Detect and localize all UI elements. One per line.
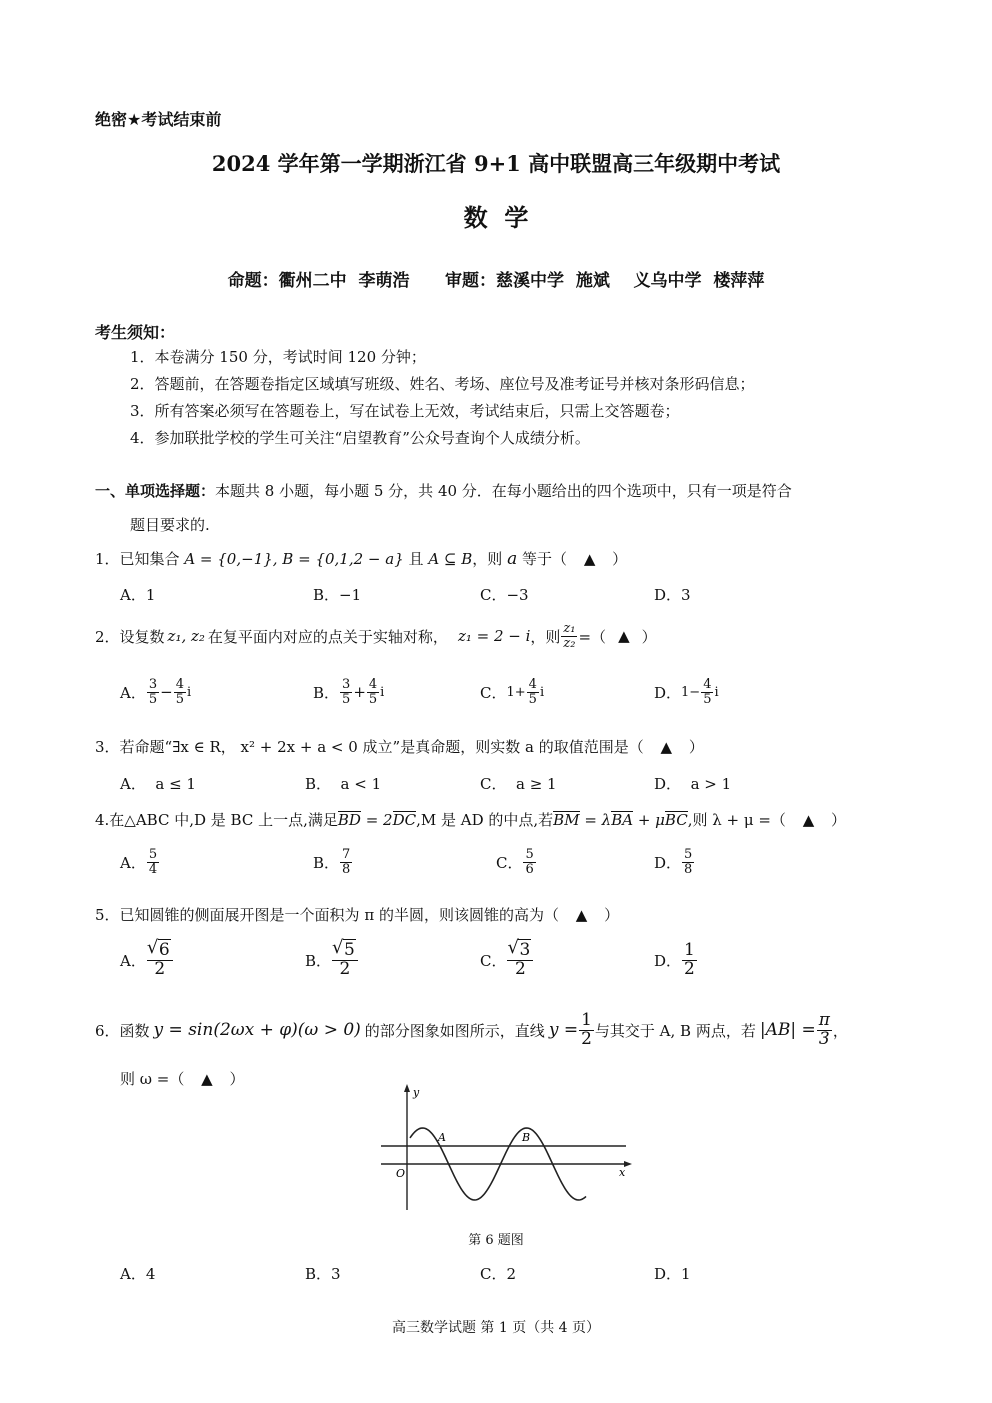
- q6-option-a[interactable]: A．4: [120, 1265, 156, 1283]
- question-6: 6．函数 y = sin(2ωx + φ)(ω > 0) 的部分图象如图所示，直线 y = $\frac{1}{2}$ 与其交于 A, B 两点，若 |AB| = $\frac{\pi}{3}$ ，: [95, 1010, 848, 1049]
- answer-triangle-icon: ▲: [802, 811, 815, 829]
- q6-option-c[interactable]: C．2: [480, 1265, 517, 1283]
- section-heading: 一、单项选择题：本题共 8 小题，每小题 5 分，共 40 分．在每小题给出的四个选项中，只有一项是符合: [95, 482, 792, 500]
- page-footer: 高三数学试题 第 1 页（共 4 页）: [391, 1320, 601, 1336]
- notice-heading: 考生须知：: [95, 323, 176, 342]
- q1-option-a[interactable]: A．1: [120, 586, 156, 604]
- q1-option-d[interactable]: D．3: [654, 586, 691, 604]
- point-a-label: A: [438, 1131, 446, 1144]
- q3-option-b[interactable]: B． a < 1: [305, 775, 382, 793]
- q4-option-c[interactable]: C． $\frac{5}{6}$: [496, 847, 534, 877]
- origin-label: O: [396, 1167, 406, 1180]
- q2-option-a[interactable]: A． $\frac{3}{5}$ − $\frac{4}{5}$ i: [120, 677, 192, 707]
- question-4: 4.在△ABC 中,D 是 BC 上一点,满足BD = 2DC,M 是 AD 的中点,若BM = λBA + μBC,则 λ + μ =（ ▲ ）: [95, 811, 847, 829]
- section-desc: 题目要求的.: [130, 516, 210, 534]
- confidential-mark: 绝密★考试结束前: [95, 110, 222, 129]
- answer-triangle-icon: ▲: [201, 1070, 213, 1088]
- notice-item: 2．答题前，在答题卷指定区域填写班级、姓名、考场、座位号及准考证号并核对条形码信息；: [130, 375, 755, 393]
- exam-title: 2024 学年第一学期浙江省 9+1 高中联盟高三年级期中考试: [211, 151, 781, 176]
- answer-triangle-icon: ▲: [575, 906, 588, 924]
- question-1: 1．已知集合 A = {0,−1}, B = {0,1,2 − a} 且 A ⊆ B，则 a 等于（ ▲ ）: [95, 549, 628, 569]
- point-b-label: B: [522, 1131, 531, 1144]
- q5-option-b[interactable]: B． √ $\frac{5}{2}$: [305, 942, 359, 979]
- notice-item: 1．本卷满分 150 分，考试时间 120 分钟；: [130, 348, 426, 366]
- question-2: 2．设复数 z₁, z₂ 在复平面内对应的点关于实轴对称， z₁ = 2 − i ，则 $\frac{\text{z₁}}{\text{z₂}}$ =（ ▲ ）: [95, 621, 657, 651]
- x-axis-label: x: [619, 1166, 626, 1179]
- notice-item: 3．所有答案必须写在答题卷上，写在试卷上无效，考试结束后，只需上交答题卷；: [130, 402, 680, 420]
- q3-option-a[interactable]: A． a ≤ 1: [120, 775, 196, 793]
- question-6-cont: 则 ω =（ ▲ ）: [120, 1070, 245, 1088]
- q5-option-c[interactable]: C． √ $\frac{3}{2}$: [480, 942, 534, 979]
- answer-triangle-icon: ▲: [660, 738, 673, 756]
- q1-option-c[interactable]: C．−3: [480, 586, 529, 604]
- q5-option-a[interactable]: A． √ $\frac{6}{2}$: [120, 942, 174, 979]
- q6-sine-graph: [376, 1082, 638, 1217]
- q4-option-b[interactable]: B． $\frac{7}{8}$: [313, 847, 351, 877]
- answer-triangle-icon: ▲: [583, 550, 596, 568]
- q2-option-c[interactable]: C． 1+ $\frac{4}{5}$ i: [480, 677, 545, 707]
- q3-option-d[interactable]: D． a > 1: [654, 775, 732, 793]
- answer-triangle-icon: ▲: [618, 627, 630, 646]
- y-axis-label: y: [413, 1086, 420, 1099]
- q6-option-d[interactable]: D．1: [654, 1265, 691, 1283]
- y-axis-arrow: [404, 1084, 410, 1092]
- figure-caption: 第 6 题图: [468, 1233, 524, 1248]
- question-3: 3．若命题“∃x ∈ R， x² + 2x + a < 0 成立”是真命题，则实数 a 的取值范围是（ ▲ ）: [95, 738, 704, 756]
- q3-option-c[interactable]: C． a ≥ 1: [480, 775, 557, 793]
- q6-option-b[interactable]: B．3: [305, 1265, 341, 1283]
- q2-option-b[interactable]: B． $\frac{3}{5}$ + $\frac{4}{5}$ i: [313, 677, 385, 707]
- q4-option-a[interactable]: A． $\frac{5}{4}$: [120, 847, 158, 877]
- question-5: 5．已知圆锥的侧面展开图是一个面积为 π 的半圆，则该圆锥的高为（ ▲ ）: [95, 906, 620, 924]
- subject-title: 数 学: [463, 203, 529, 232]
- q5-option-d[interactable]: D． $\frac{1}{2}$: [654, 940, 695, 979]
- q2-option-d[interactable]: D． 1− $\frac{4}{5}$ i: [654, 677, 719, 707]
- notice-item: 4．参加联批学校的学生可关注“启望教育”公众号查询个人成绩分析。: [130, 429, 590, 447]
- q1-option-b[interactable]: B．−1: [313, 586, 362, 604]
- authors-line: 命题：衢州二中 李萌浩 审题：慈溪中学 施斌 义乌中学 楼萍萍: [227, 271, 765, 291]
- q4-option-d[interactable]: D． $\frac{5}{8}$: [654, 847, 693, 877]
